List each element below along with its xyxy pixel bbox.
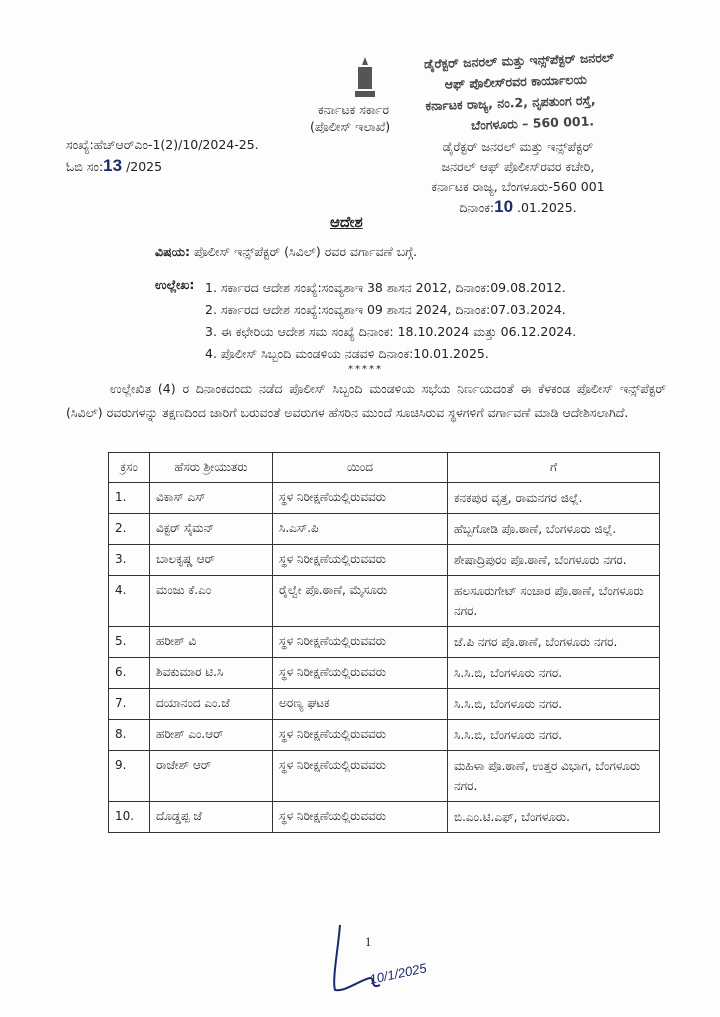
table-row [109, 720, 660, 751]
from-cell: ಸ್ಥಳ ನಿರೀಕ್ಷಣೆಯಲ್ಲಿರುವವರು [273, 483, 448, 514]
name-cell: ವಿಕ್ಟರ್ ಸೈಮನ್ [150, 514, 273, 545]
order-title: ಆದೇಶ [330, 213, 363, 231]
name-cell: ದಯಾನಂದ ಎಂ.ಜೆ [150, 689, 273, 720]
table-row [109, 751, 660, 802]
to-cell: ಜೆ.ಪಿ ನಗರ ಪೊ.ಠಾಣೆ, ಬೆಂಗಳೂರು ನಗರ. [448, 627, 660, 658]
table-row [109, 802, 660, 833]
signature [320, 920, 440, 1000]
subject: ವಿಷಯ: ಪೊಲೀಸ್ ಇನ್ಸ್‌ಪೆಕ್ಟರ್ (ಸಿವಿಲ್) ರವರ ವರ್ಗಾವಣೆ ಬಗ್ಗೆ. [155, 244, 418, 259]
to-cell: ಸಿ.ಸಿ.ಬಿ, ಬೆಂಗಳೂರು ನಗರ. [448, 658, 660, 689]
table-row [109, 658, 660, 689]
svg-text:10/1/2025: 10/1/2025 [368, 960, 428, 987]
from-cell: ಸ್ಥಳ ನಿರೀಕ್ಷಣೆಯಲ್ಲಿರುವವರು [273, 658, 448, 689]
from-cell: ಸ್ಥಳ ನಿರೀಕ್ಷಣೆಯಲ್ಲಿರುವವರು [273, 751, 448, 802]
from-cell: ಸಿ.ಎಸ್.ಪಿ [273, 514, 448, 545]
from-cell: ಅರಣ್ಯ ಘಟಕ [273, 689, 448, 720]
name-cell: ಬಾಲಕೃಷ್ಣ ಆರ್ [150, 545, 273, 576]
transfer-table [108, 452, 660, 833]
name-cell: ದೊಡ್ಡಪ್ಪ ಜೆ [150, 802, 273, 833]
from-cell: ಸ್ಥಳ ನಿರೀಕ್ಷಣೆಯಲ್ಲಿರುವವರು [273, 545, 448, 576]
name-cell: ವಿಕಾಸ್ ಎಸ್ [150, 483, 273, 514]
to-cell: ಹಲಸೂರುಗೇಟ್ ಸಂಚಾರ ಪೊ.ಠಾಣೆ, ಬೆಂಗಳೂರು ನಗರ. [448, 576, 660, 627]
to-cell: ಶೇಷಾದ್ರಿಪುರಂ ಪೊ.ಠಾಣೆ, ಬೆಂಗಳೂರು ನಗರ. [448, 545, 660, 576]
name-cell: ರಾಜೇಶ್ ಆರ್ [150, 751, 273, 802]
reference-number: ಸಂಖ್ಯೆ:ಹೆಚ್‌ಆರ್‌ಎಂ-1(2)/10/2024-25. [66, 137, 259, 152]
from-cell: ಸ್ಥಳ ನಿರೀಕ್ಷಣೆಯಲ್ಲಿರುವವರು [273, 627, 448, 658]
from-cell: ಸ್ಥಳ ನಿರೀಕ್ಷಣೆಯಲ್ಲಿರುವವರು [273, 720, 448, 751]
to-cell: ಮಹಿಳಾ ಪೊ.ಠಾಣೆ, ಉತ್ತರ ವಿಭಾಗ, ಬೆಂಗಳೂರು ನಗರ. [448, 751, 660, 802]
office-stamp: ಡೈರೆಕ್ಟರ್ ಜನರಲ್ ಮತ್ತು ಇನ್ಸ್‌ಪೆಕ್ಟರ್ ಜನರಲ್ ಆಫ್ ಪೊಲೀಸ್‌ರವರ ಕಾರ್ಯಾಲಯ ಕರ್ನಾಟಕ ರಾಜ್ಯ, ನಂ.2, ನೃಪತುಂಗ ರಸ್ತೆ, ಬೆಂಗಳೂರು – 560 001. [423, 49, 615, 133]
table-row [109, 514, 660, 545]
table-row [109, 627, 660, 658]
office-address: ಡೈರೆಕ್ಟರ್ ಜನರಲ್ ಮತ್ತು ಇನ್ಸ್‌ಪೆಕ್ಟರ್ ಜನರಲ್ ಆಫ್ ಪೊಲೀಸ್‌ರವರ ಕಚೇರಿ, ಕರ್ನಾಟಕ ರಾಜ್ಯ, ಬೆಂಗಳೂರು-560 001 ದಿನಾಂಕ:10 .01.2025. [431, 139, 605, 216]
serial-cell: 5. [109, 627, 150, 658]
table-row [109, 689, 660, 720]
to-cell: ಹೆಬ್ಬಗೋಡಿ ಪೊ.ಠಾಣೆ, ಬೆಂಗಳೂರು ಜಿಲ್ಲೆ. [448, 514, 660, 545]
serial-cell: 7. [109, 689, 150, 720]
gov-name: ಕರ್ನಾಟಕ ಸರ್ಕಾರ [318, 102, 389, 117]
reference-item: 4. ಪೊಲೀಸ್ ಸಿಬ್ಬಂದಿ ಮಂಡಳಿಯ ನಡವಳಿ ದಿನಾಂಕ:10.01.2025. [205, 346, 489, 361]
serial-cell: 3. [109, 545, 150, 576]
table-row [109, 545, 660, 576]
serial-cell: 1. [109, 483, 150, 514]
ob-number: ಓಬಿ ಸಂ:13 /2025 [66, 156, 163, 175]
to-cell: ಸಿ.ಸಿ.ಬಿ, ಬೆಂಗಳೂರು ನಗರ. [448, 720, 660, 751]
name-cell: ಹರೀಶ್ ವಿ [150, 627, 273, 658]
name-cell: ಹರೀಶ್ ಎಂ.ಆರ್ [150, 720, 273, 751]
serial-cell: 10. [109, 802, 150, 833]
reference-item: 3. ಈ ಕಛೇರಿಯ ಆದೇಶ ಸಮ ಸಂಖ್ಯೆ ದಿನಾಂಕ: 18.10.2024 ಮತ್ತು 06.12.2024. [205, 324, 577, 339]
reference-item: 2. ಸರ್ಕಾರದ ಆದೇಶ ಸಂಖ್ಯೆ:ಸಂವ್ಯಶಾಇ 09 ಶಾಸನ 2024, ದಿನಾಂಕ:07.03.2024. [205, 302, 566, 317]
karnataka-emblem-icon [352, 55, 378, 103]
to-cell: ಬಿ.ಎಂ.ಟಿ.ಎಫ್, ಬೆಂಗಳೂರು. [448, 802, 660, 833]
separator-stars: ***** [348, 364, 383, 375]
from-cell: ಸ್ಥಳ ನಿರೀಕ್ಷಣೆಯಲ್ಲಿರುವವರು [273, 802, 448, 833]
body-paragraph: ಉಲ್ಲೇಖಿತ (4) ರ ದಿನಾಂಕದಂದು ನಡೆದ ಪೊಲೀಸ್ ಸಿಬ್ಬಂದಿ ಮಂಡಳಿಯ ಸಭೆಯ ನಿರ್ಣಯದಂತೆ ಈ ಕೆಳಕಂಡ ಪೊಲೀಸ್ ಇನ್ಸ್‌ಪೆಕ್ಟರ್ (ಸಿವಿಲ್) ರವರುಗಳನ್ನು ತಕ್ಷಣದಿಂದ ಜಾರಿಗೆ ಬರುವಂತೆ ಅವರುಗಳ ಹೆಸರಿನ ಮುಂದೆ ಸೂಚಿಸಿರುವ ಸ್ಥಳಗಳಿಗೆ ವರ್ಗಾವಣೆ ಮಾಡಿ ಆದೇಶಿಸಲಾಗಿದೆ. [66, 381, 666, 420]
table-header-row: ಕ್ರಸಂ ಹೆಸರು ಶ್ರೀಯುತರು ಯಿಂದ ಗೆ [109, 453, 660, 483]
reference-item: 1. ಸರ್ಕಾರದ ಆದೇಶ ಸಂಖ್ಯೆ:ಸಂವ್ಯಶಾಇ 38 ಶಾಸನ 2012, ದಿನಾಂಕ:09.08.2012. [205, 280, 566, 295]
serial-cell: 8. [109, 720, 150, 751]
references-list [205, 277, 576, 365]
name-cell: ಮಂಜು ಕೆ.ಎಂ [150, 576, 273, 627]
serial-cell: 9. [109, 751, 150, 802]
name-cell: ಶಿವಕುಮಾರ ಟಿ.ಸಿ [150, 658, 273, 689]
references-label: ಉಲ್ಲೇಖ: [155, 277, 195, 292]
from-cell: ರೈಲ್ವೇ ಪೊ.ಠಾಣೆ, ಮೈಸೂರು [273, 576, 448, 627]
serial-cell: 6. [109, 658, 150, 689]
serial-cell: 2. [109, 514, 150, 545]
serial-cell: 4. [109, 576, 150, 627]
dept-name: (ಪೊಲೀಸ್ ಇಲಾಖೆ) [310, 119, 391, 134]
to-cell: ಸಿ.ಸಿ.ಬಿ, ಬೆಂಗಳೂರು ನಗರ. [448, 689, 660, 720]
page-number: 1 [365, 935, 372, 949]
to-cell: ಕನಕಪುರ ವೃತ್ತ, ರಾಮನಗರ ಜಿಲ್ಲೆ. [448, 483, 660, 514]
table-row [109, 576, 660, 627]
table-row [109, 483, 660, 514]
